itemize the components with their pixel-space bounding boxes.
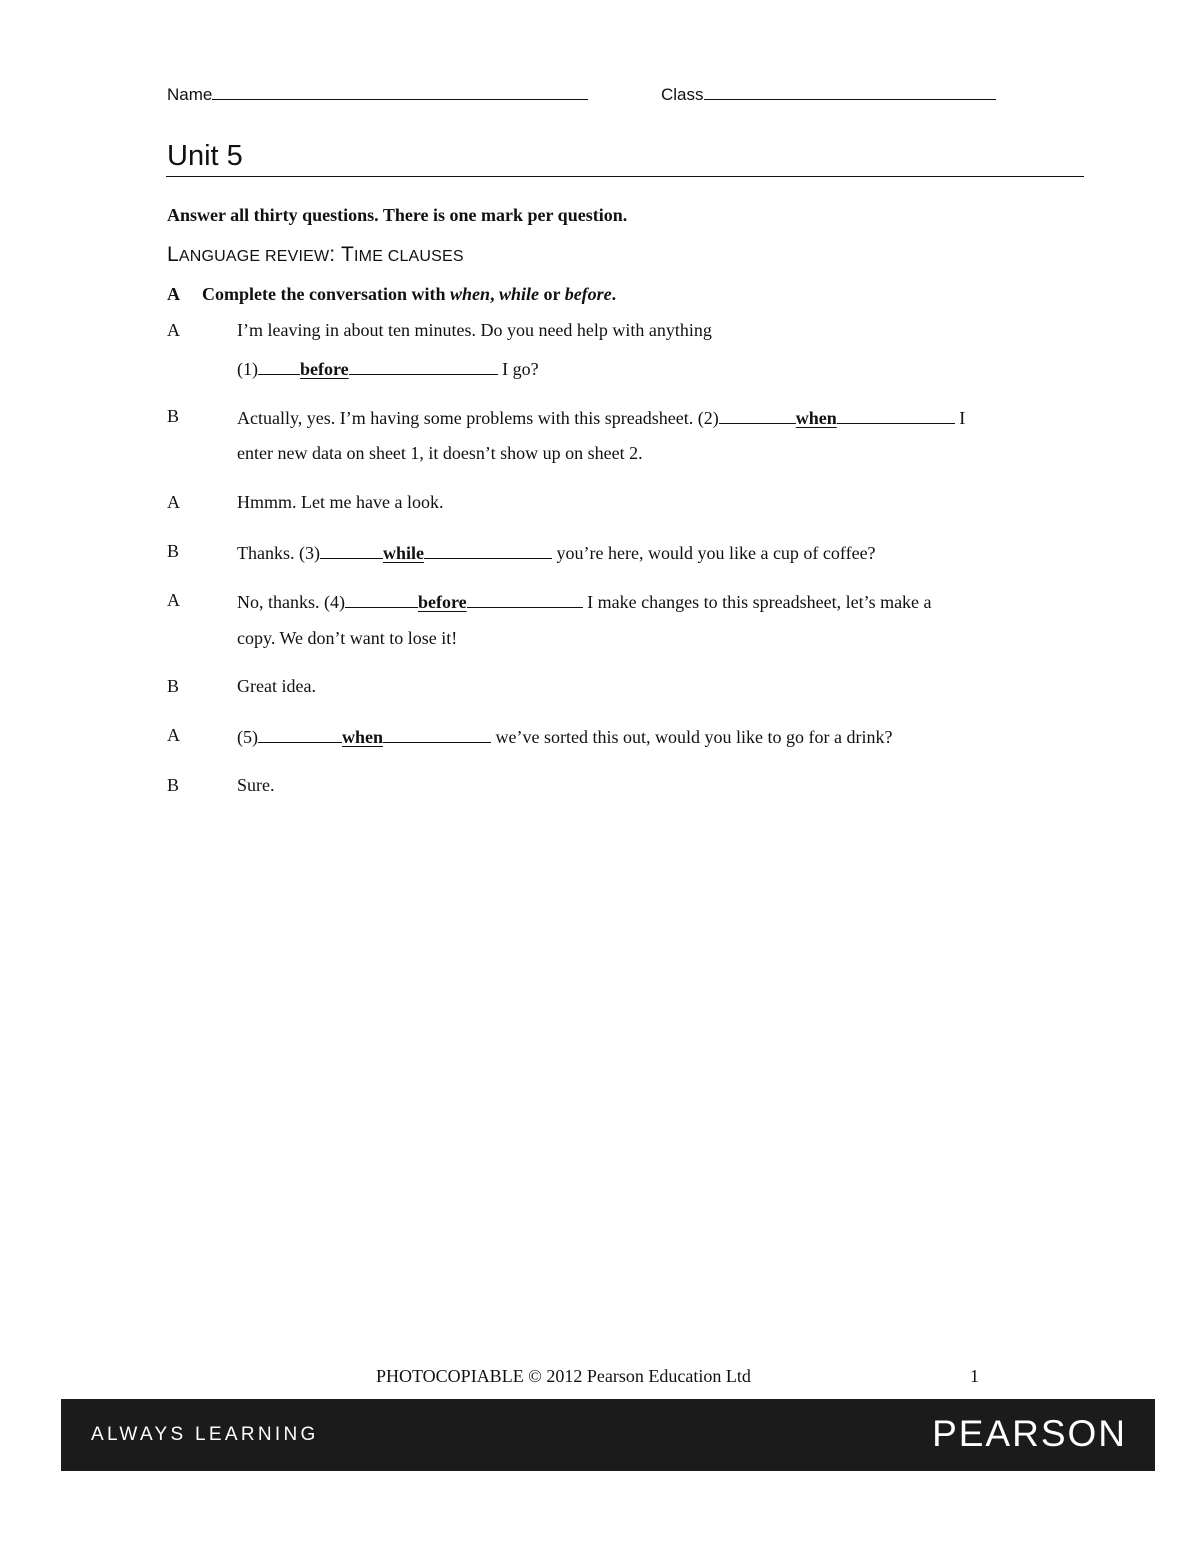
answer-1: before [300,359,349,379]
answer-blank [258,357,300,375]
gap-line-3: Thanks. (3) while you’re here, would you like a cup of coffee? [237,543,876,563]
answer-blank [320,541,383,559]
answer-blank [383,725,491,743]
section-heading: LANGUAGE REVIEW: TIME CLAUSES [167,243,464,266]
name-line [212,82,588,100]
speaker-label: A [167,725,180,745]
speaker-label: A [167,590,180,610]
answer-2: when [795,408,837,428]
page-number: 1 [970,1366,979,1386]
page-title: Unit 5 [167,140,243,172]
speaker-label: A [167,492,180,512]
footer-banner [61,1399,1155,1471]
copyright-notice: PHOTOCOPIABLE © 2012 Pearson Education Ltd [376,1366,751,1386]
answer-3: while [383,543,425,563]
dialogue-line: Sure. [237,775,275,795]
class-field [661,82,996,105]
answer-5: when [342,727,384,747]
name-field [167,82,588,105]
answer-blank [345,590,418,608]
answer-4: before [418,592,467,612]
answer-blank [424,541,552,559]
answer-blank [837,406,955,424]
dialogue-line: Great idea. [237,676,316,696]
speaker-label: A [167,320,180,340]
tagline: ALWAYS LEARNING [91,1424,319,1445]
brand-logo: PEARSON [932,1413,1127,1454]
speaker-label: B [167,676,180,696]
task-instruction: A Complete the conversation with when, while or before. [167,284,617,304]
class-line [704,82,996,100]
answer-blank [258,725,342,743]
answer-blank [349,357,498,375]
name-label: Name [167,85,213,104]
dialogue-line: copy. We don’t want to lose it! [237,628,458,648]
speaker-label: B [167,541,180,561]
dialogue-line: enter new data on sheet 1, it doesn’t show up on sheet 2. [237,443,643,463]
answer-blank [719,406,796,424]
gap-line-1: (1) before I go? [237,359,539,379]
class-label: Class [661,85,704,104]
answer-blank [467,590,583,608]
speaker-label: B [167,406,180,426]
dialogue-line: Hmmm. Let me have a look. [237,492,444,512]
speaker-label: B [167,775,180,795]
task-letter: A [167,284,180,304]
gap-line-2: Actually, yes. I’m having some problems with this spreadsheet. (2) when I [237,408,966,428]
instructions: Answer all thirty questions. There is one mark per question. [167,205,628,225]
dialogue-line: I’m leaving in about ten minutes. Do you need help with anything [237,320,712,340]
title-divider [166,176,1084,177]
gap-line-5: (5) when we’ve sorted this out, would you like to go for a drink? [237,727,893,747]
gap-line-4: No, thanks. (4) before I make changes to this spreadsheet, let’s make a [237,592,932,612]
